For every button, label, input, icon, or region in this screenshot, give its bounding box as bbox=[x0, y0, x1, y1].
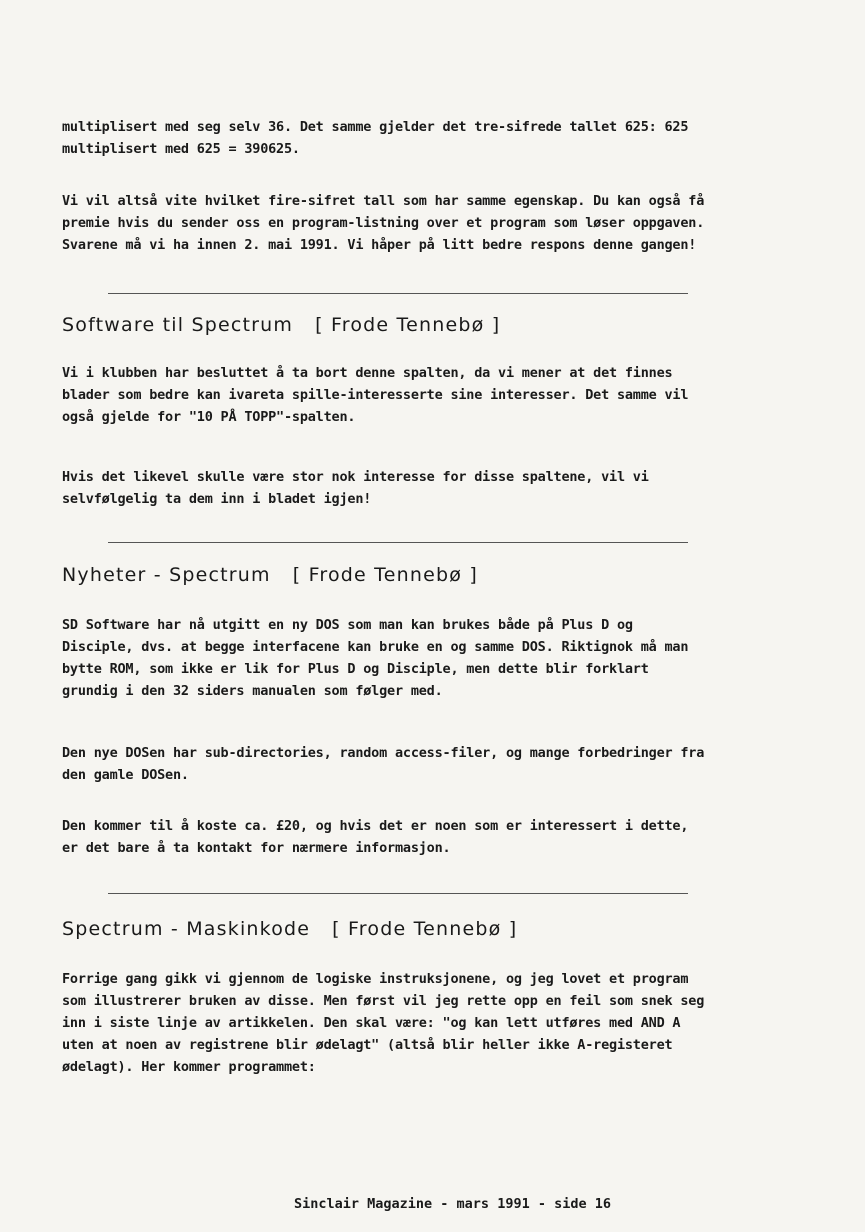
intro-paragraph-1 bbox=[62, 116, 782, 160]
nyheter-paragraph-3 bbox=[62, 815, 782, 859]
text-line: Vi i klubben har besluttet å ta bort denne spalten, da vi mener at det finnes bbox=[62, 365, 673, 381]
section-title: Nyheter - Spectrum bbox=[62, 564, 271, 586]
text-line: er det bare å ta kontakt for nærmere informasjon. bbox=[62, 840, 451, 856]
text-line: Forrige gang gikk vi gjennom de logiske instruksjonene, og jeg lovet et program bbox=[62, 971, 689, 987]
text-line: Disciple, dvs. at begge interfacene kan bruke en og samme DOS. Riktignok må man bbox=[62, 639, 689, 655]
section-author: [ Frode Tennebø ] bbox=[332, 918, 518, 940]
intro-paragraph-2 bbox=[62, 190, 782, 256]
maskinkode-paragraph-1 bbox=[62, 968, 782, 1078]
text-line: multiplisert med seg selv 36. Det samme gjelder det tre-sifrede tallet 625: 625 bbox=[62, 119, 689, 135]
text-line: Den nye DOSen har sub-directories, random access-filer, og mange forbedringer fra bbox=[62, 745, 705, 761]
nyheter-paragraph-2 bbox=[62, 742, 782, 786]
page-footer bbox=[0, 1196, 865, 1212]
section-author: [ Frode Tennebø ] bbox=[315, 314, 501, 336]
section-divider bbox=[108, 293, 688, 294]
text-line: også gjelde for "10 PÅ TOPP"-spalten. bbox=[62, 409, 356, 425]
footer-text: Sinclair Magazine - mars 1991 - side 16 bbox=[294, 1196, 611, 1212]
section-title: Spectrum - Maskinkode bbox=[62, 918, 311, 940]
text-line: premie hvis du sender oss en program-listning over et program som løser oppgaven. bbox=[62, 215, 705, 231]
text-line: blader som bedre kan ivareta spille-interesserte sine interesser. Det samme vil bbox=[62, 387, 689, 403]
section-heading-nyheter bbox=[62, 564, 478, 586]
nyheter-paragraph-1 bbox=[62, 614, 782, 702]
software-paragraph-2 bbox=[62, 466, 782, 510]
text-line: ødelagt). Her kommer programmet: bbox=[62, 1059, 316, 1075]
software-paragraph-1 bbox=[62, 362, 782, 428]
text-line: den gamle DOSen. bbox=[62, 767, 189, 783]
text-line: SD Software har nå utgitt en ny DOS som man kan brukes både på Plus D og bbox=[62, 617, 633, 633]
text-line: Vi vil altså vite hvilket fire-sifret tall som har samme egenskap. Du kan også få bbox=[62, 193, 705, 209]
section-divider bbox=[108, 542, 688, 543]
text-line: Den kommer til å koste ca. £20, og hvis det er noen som er interessert i dette, bbox=[62, 818, 689, 834]
text-line: selvfølgelig ta dem inn i bladet igjen! bbox=[62, 491, 372, 507]
text-line: Hvis det likevel skulle være stor nok interesse for disse spaltene, vil vi bbox=[62, 469, 649, 485]
text-line: bytte ROM, som ikke er lik for Plus D og Disciple, men dette blir forklart bbox=[62, 661, 649, 677]
section-divider bbox=[108, 893, 688, 894]
section-heading-software bbox=[62, 314, 500, 336]
text-line: grundig i den 32 siders manualen som følger med. bbox=[62, 683, 443, 699]
text-line: som illustrerer bruken av disse. Men først vil jeg rette opp en feil som snek seg bbox=[62, 993, 705, 1009]
section-heading-maskinkode bbox=[62, 918, 517, 940]
section-author: [ Frode Tennebø ] bbox=[292, 564, 478, 586]
text-line: multiplisert med 625 = 390625. bbox=[62, 141, 300, 157]
section-title: Software til Spectrum bbox=[62, 314, 294, 336]
text-line: uten at noen av registrene blir ødelagt" (altså blir heller ikke A-registeret bbox=[62, 1037, 673, 1053]
text-line: Svarene må vi ha innen 2. mai 1991. Vi håper på litt bedre respons denne gangen! bbox=[62, 237, 697, 253]
text-line: inn i siste linje av artikkelen. Den skal være: "og kan lett utføres med AND A bbox=[62, 1015, 681, 1031]
